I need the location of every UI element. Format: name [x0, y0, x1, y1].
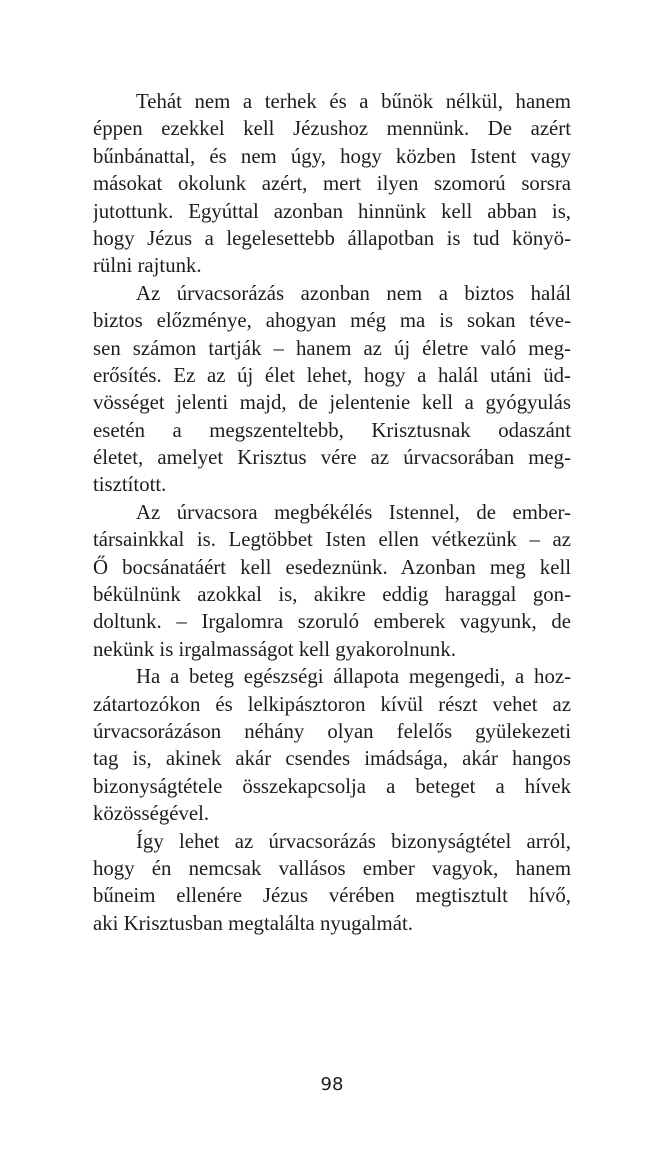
- text-line: hogy én nemcsak vallásos ember vagyok, hanem: [93, 856, 571, 880]
- text-line: bűneim ellenére Jézus vérében megtisztult hívő,: [93, 884, 571, 908]
- text-line: életet, amelyet Krisztus vére az úrvacsorában meg-: [93, 446, 571, 470]
- text-line: Az úrvacsorázás azonban nem a biztos halál: [136, 281, 571, 305]
- text-line: hogy Jézus a legelesettebb állapotban is tud könyö-: [93, 226, 571, 250]
- body-text: [93, 88, 571, 937]
- text-line: jutottunk. Egyúttal azonban hinnünk kell abban is,: [93, 199, 571, 223]
- text-line: bűnbánattal, és nem úgy, hogy közben Istent vagy: [93, 144, 571, 168]
- text-line: Így lehet az úrvacsorázás bizonyságtétel arról,: [136, 829, 571, 853]
- text-line: Az úrvacsora megbékélés Istennel, de ember-: [136, 500, 571, 524]
- text-line: bizonyságtétele összekapcsolja a beteget a hívek: [93, 774, 571, 798]
- text-line: másokat okolunk azért, mert ilyen szomorú sorsra: [93, 172, 571, 196]
- text-line: Ha a beteg egészségi állapota megengedi, a hoz-: [136, 665, 571, 689]
- text-line: zátartozókon és lelkipásztoron kívül részt vehet az: [93, 692, 571, 716]
- text-line: rülni rajtunk.: [93, 254, 202, 278]
- text-line: tisztított.: [93, 473, 167, 497]
- text-line: sen számon tartják – hanem az új életre való meg-: [93, 336, 571, 360]
- text-line: Tehát nem a terhek és a bűnök nélkül, hanem: [136, 90, 571, 113]
- text-line: tag is, akinek akár csendes imádsága, akár hangos: [93, 747, 571, 771]
- text-line: közösségével.: [93, 802, 210, 826]
- text-line: társainkkal is. Legtöbbet Isten ellen vétkezünk – az: [93, 528, 571, 552]
- text-line: biztos előzménye, ahogyan még ma is sokan téve-: [93, 309, 571, 333]
- text-line: doltunk. – Irgalomra szoruló emberek vagyunk, de: [93, 610, 571, 634]
- text-line: úrvacsorázáson néhány olyan felelős gyülekezeti: [93, 719, 571, 743]
- text-line: vösséget jelenti majd, de jelentenie kell a gyógyulás: [93, 391, 571, 415]
- page-number: 98: [320, 1074, 344, 1095]
- text-line: erősítés. Ez az új élet lehet, hogy a halál utáni üd-: [93, 363, 571, 387]
- text-line: békülnünk azokkal is, akikre eddig haraggal gon-: [93, 583, 571, 607]
- text-line: esetén a megszenteltebb, Krisztusnak odaszánt: [93, 418, 571, 442]
- text-line: éppen ezekkel kell Jézushoz mennünk. De azért: [93, 117, 571, 141]
- text-line: aki Krisztusban megtalálta nyugalmát.: [93, 911, 413, 935]
- text-line: Ő bocsánatáért kell esedeznünk. Azonban meg kell: [93, 555, 571, 579]
- text-line: nekünk is irgalmasságot kell gyakorolnunk.: [93, 637, 456, 661]
